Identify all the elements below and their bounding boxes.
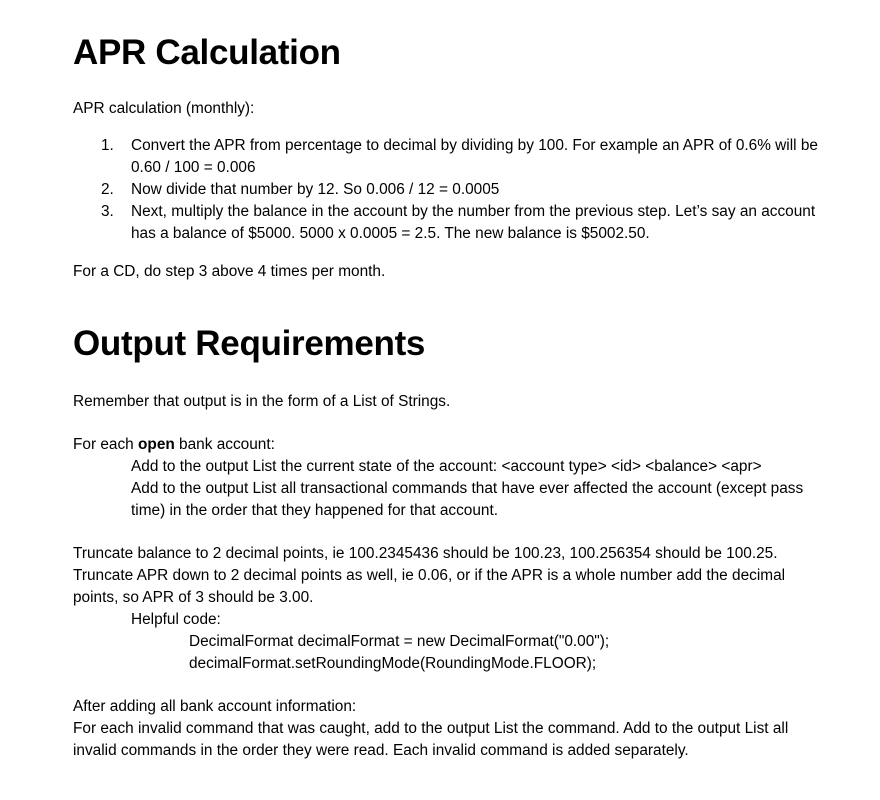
step-text: Now divide that number by 12. So 0.006 / 12 = 0.0005: [131, 181, 500, 198]
step-text: Convert the APR from percentage to decimal by dividing by 100. For example an APR of 0.6% will be 0.60 / 100 = 0.006: [131, 137, 818, 176]
apr-calculation-heading: APR Calculation: [73, 33, 341, 72]
add-state-text: Add to the output List the current state of the account: <account type> <id> <balance> <apr>: [131, 458, 762, 475]
truncate-text: Truncate balance to 2 decimal points, ie 100.2345436 should be 100.23, 100.256354 should be 100.25. Truncate APR down to 2 decimal points as well, ie 0.06, or if the APR is a whole number add the decimal points, so APR of 3 should be 3.00.: [73, 545, 786, 606]
step-text: Next, multiply the balance in the account by the number from the previous step. Let’s say an account has a balance of $5000. 5000 x 0.0005 = 2.5. The new balance is $5002.50.: [131, 203, 816, 242]
list-item: [101, 179, 836, 201]
step-number: 3.: [101, 203, 114, 220]
helpful-code-label: Helpful code:: [131, 611, 221, 628]
for-each-open-account-text: [73, 434, 275, 456]
step-number: 1.: [101, 137, 114, 154]
output-requirements-heading: Output Requirements: [73, 324, 426, 363]
cd-note-text: For a CD, do step 3 above 4 times per month.: [73, 263, 386, 280]
for-each-prefix: For each: [73, 436, 139, 453]
invalid-commands-text: For each invalid command that was caught, add to the output List the command. Add to the output List all invalid commands in the order they were read. Each invalid command is added separately.: [73, 720, 789, 759]
apr-intro-text: APR calculation (monthly):: [73, 100, 255, 117]
add-commands-text: Add to the output List all transactional commands that have ever affected the account (except pass time) in the order that they happened for that account.: [131, 480, 804, 519]
open-emphasis: open: [138, 436, 175, 453]
output-remember-text: Remember that output is in the form of a List of Strings.: [73, 393, 451, 410]
list-item: [101, 201, 836, 245]
code-line-1: DecimalFormat decimalFormat = new DecimalFormat("0.00");: [189, 633, 610, 650]
apr-steps-list: [101, 135, 836, 245]
for-each-suffix: bank account:: [174, 436, 275, 453]
step-number: 2.: [101, 181, 114, 198]
code-line-2: decimalFormat.setRoundingMode(RoundingMode.FLOOR);: [189, 655, 597, 672]
list-item: [101, 135, 836, 179]
after-adding-text: After adding all bank account information:: [73, 698, 357, 715]
